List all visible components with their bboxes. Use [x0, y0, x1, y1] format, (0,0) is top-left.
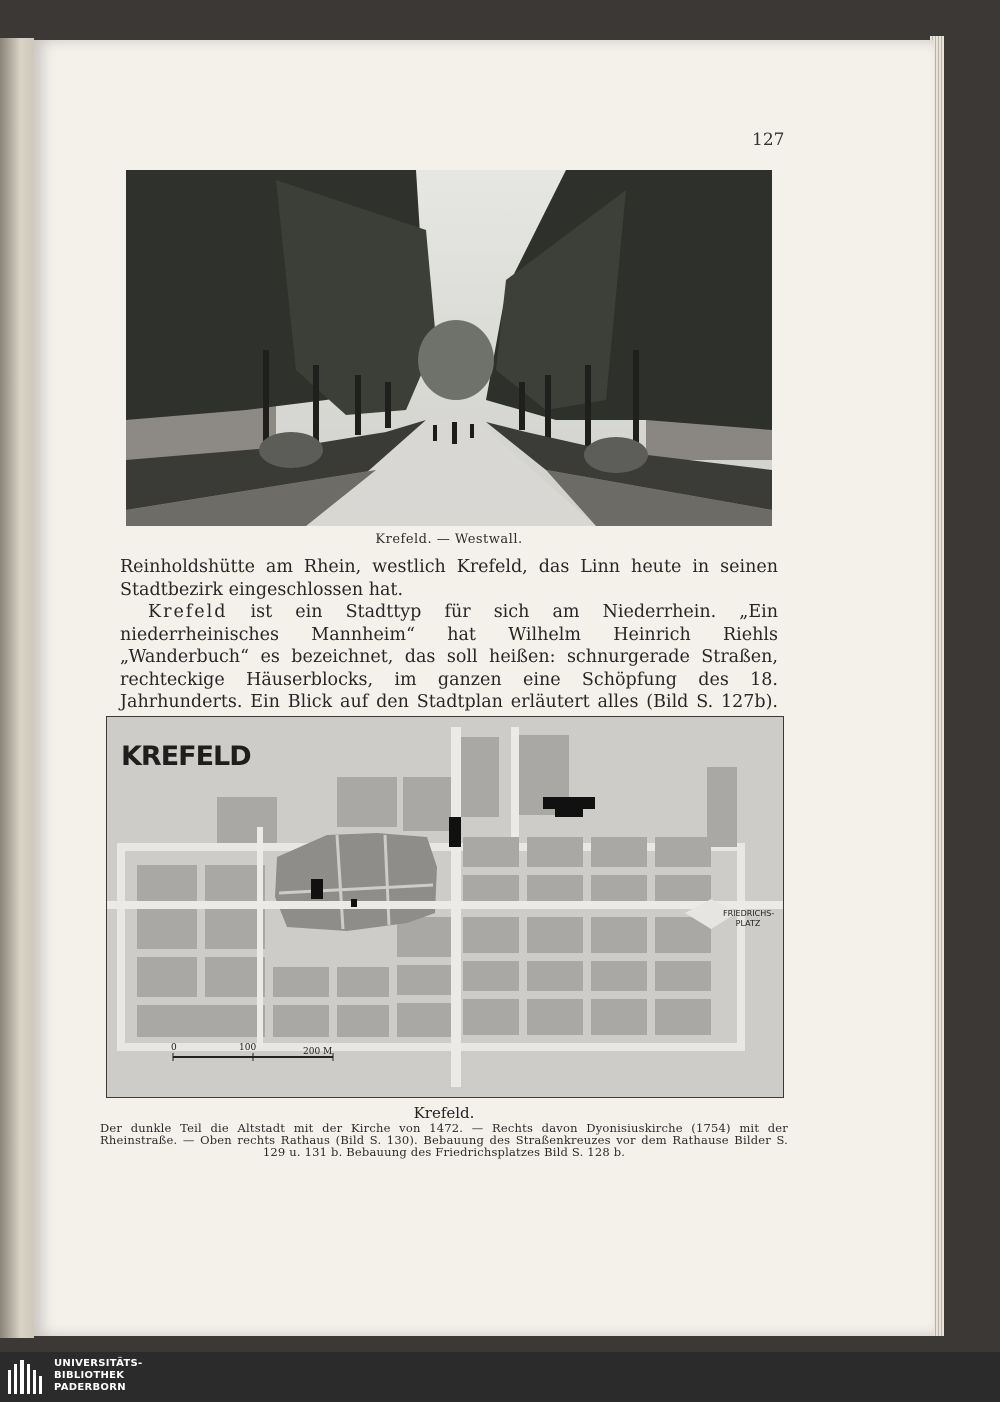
photo-caption: Krefeld. — Westwall.	[375, 532, 523, 547]
library-logo-text	[54, 1358, 143, 1394]
krefeld-map	[106, 716, 784, 1098]
logo-line-1: UNIVERSITÄTS-	[54, 1358, 143, 1369]
map-caption-text: Der dunkle Teil die Altstadt mit der Kirche von 1472. — Rechts davon Dyonisiuskirche (1754) mit der Rheinstraße. — Oben rechts Rathaus (Bild S. 130). Bebauung des Straßenkreuzes vor dem Rathause Bilder S. 129 u. 131 b. Bebauung des Friedrichsplatzes Bild S. 128 b.	[100, 1121, 788, 1159]
facing-page-edge	[0, 38, 34, 1338]
paragraph-2-text: ist ein Stadttyp für sich am Niederrhein. „Ein niederrheinisches Mannheim“ hat Wilhelm Heinrich Riehls „Wanderbuch“ es bezeichnet, das soll heißen: schnurgerade Straßen, rechteckige Häuserblocks, im ganzen eine Schöpfung des 18. Jahrhunderts. Ein Blick auf den Stadtplan erläutert alles (Bild S. 127b).	[120, 602, 778, 712]
library-footer	[0, 1352, 1000, 1402]
map-caption-title: Krefeld.	[413, 1104, 475, 1122]
spaced-word: Krefeld	[148, 602, 228, 622]
map-title: KREFELD	[121, 741, 251, 772]
body-text	[120, 556, 778, 736]
westwall-photo	[126, 170, 772, 526]
map-place-label	[723, 909, 773, 929]
library-logo-icon	[8, 1360, 48, 1394]
logo-line-2: BIBLIOTHEK	[54, 1370, 125, 1381]
map-place-line-1: FRIEDRICHS-	[723, 909, 775, 918]
logo-line-3: PADERBORN	[54, 1382, 126, 1393]
scale-label-0: 0	[171, 1043, 177, 1053]
paragraph-1: Reinholdshütte am Rhein, westlich Krefeld, das Linn heute in seinen Stadtbezirk eingeschlossen hat.	[120, 557, 778, 600]
page-number: 127	[752, 130, 785, 150]
scale-label-100: 100	[239, 1043, 257, 1053]
scale-label-200: 200 M	[303, 1047, 333, 1057]
map-place-line-2: PLATZ	[735, 919, 761, 928]
